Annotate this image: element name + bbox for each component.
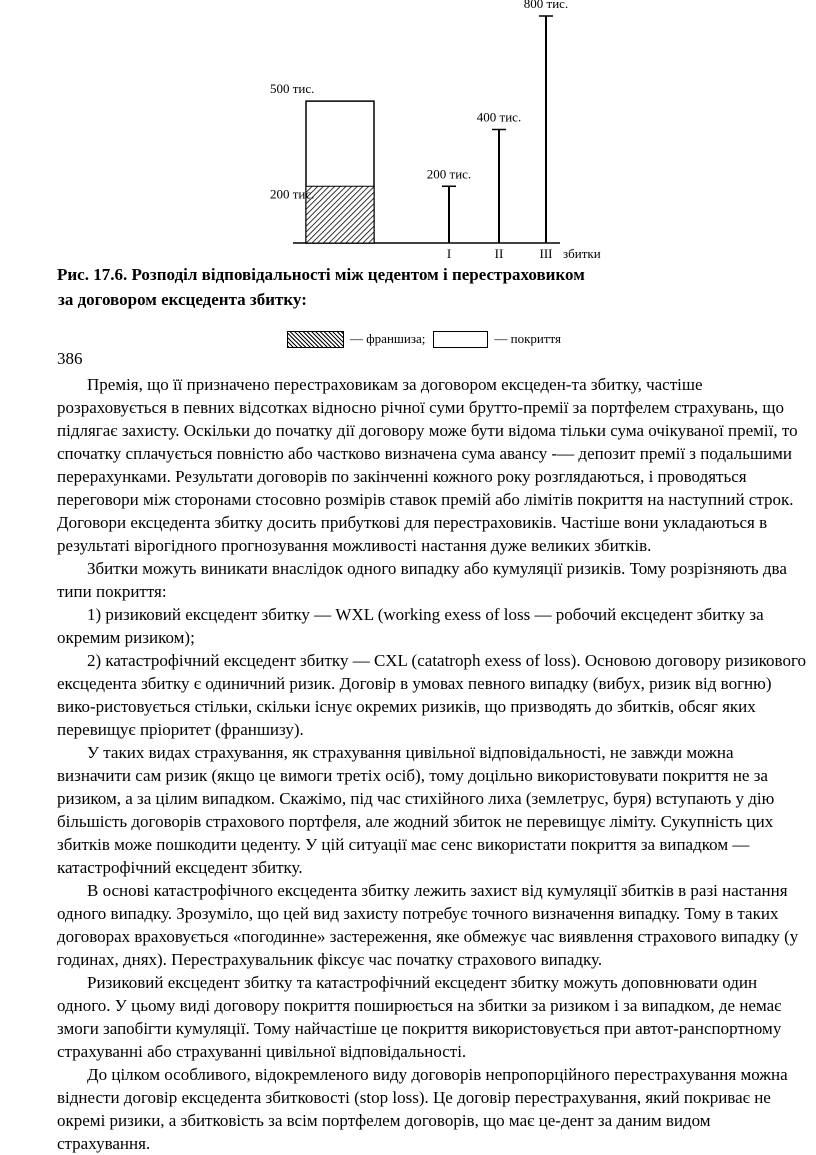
- legend-coverage-label: — покриття: [494, 331, 562, 346]
- paragraph-3: 1) ризиковий ексцедент збитку — WXL (working exess of loss — робочий ексцедент збитку за окремим ризиком);: [57, 605, 764, 647]
- claim-tick-label-III: III: [539, 246, 553, 261]
- paragraph-7: Ризиковий ексцедент збитку та катастрофічний ексцедент збитку можуть доповнювати один одного. У цьому виді договору покриття поширюється на збитки за ризиком і за випадком, де немає змоги запобігти кумуляції. Тому найчастіше це покриття використовується при автот-ранспортному страхуванні або страхуванні цивільної відповідальності.: [57, 973, 782, 1061]
- coverage-value-label: 500 тис.: [270, 81, 315, 97]
- figure-caption: [57, 262, 697, 312]
- franchise-bar: [306, 186, 374, 243]
- franchise-swatch: [287, 331, 344, 348]
- caption-line-2: за договором ексцедента збитку:: [58, 290, 307, 309]
- claims-group: [427, 0, 568, 261]
- excess-of-loss-chart: [0, 0, 816, 262]
- claim-value-label-III: 800 тис.: [523, 0, 569, 11]
- paragraph-1: Премія, що її призначено перестраховикам за договором ексцеден-та збитку, частіше розраховується в певних відсотках відносно річної суми брутто-премії за портфелем страхувань, що підлягає захисту. Оскільки до початку дії договору може бути відома тільки сума очікуваної премії, то спочатку сплачується повністю або частково визначена сума авансу -— депозит премії з подальшими перерахунками. Результати договорів по закінченні кожного року розглядаються, і проводяться переговори між сторонами стосовно розмірів ставок премій або лімітів покриття на наступний строк. Договори ексцедента збитку досить прибуткові для перестраховиків. Частіше вони укладаються в результаті вірогідного прогнозування можливості настання дуже великих збитків.: [57, 375, 798, 555]
- claim-value-label-II: 400 тис.: [476, 109, 522, 125]
- page-number: 386: [57, 349, 83, 368]
- claim-value-label-I: 200 тис.: [426, 166, 472, 182]
- paragraph-8: До цілком особливого, відокремленого виду договорів непропорційного перестрахування можна віднести договір ексцедента збитковості (stop loss). Це договір перестрахування, який покриває не окремі ризики, а збитковість за всім портфелем договорів, що має це-дент за даним видом страхування.: [57, 1065, 788, 1153]
- paragraph-4: 2) катастрофічний ексцедент збитку — CXL (catatroph exess of loss). Основою договору ризикового ексцедента збитку є одиничний ризик. Договір в умовах певного випадку (вибух, ризик від вогню) вико-ристовується стільки, скільки існує окремих ризиків, що призводять до збитків, обсяг яких перевищує пріоритет (франшизу).: [57, 651, 806, 739]
- franchise-value-label: 200 тис.: [270, 186, 315, 202]
- claim-tick-label-I: I: [446, 246, 452, 261]
- claim-tick-label-II: II: [494, 246, 504, 261]
- x-axis-label: збитки: [563, 246, 601, 261]
- legend-franchise-label: — франшиза;: [350, 331, 426, 346]
- legend: [287, 329, 569, 349]
- caption-line-1: Рис. 17.6. Розподіл відповідальності між цедентом і перестраховиком: [57, 265, 585, 284]
- coverage-swatch: [433, 331, 488, 348]
- paragraph-5: У таких видах страхування, як страхування цивільної відповідальності, не завжди можна визначити сам ризик (якщо це вимоги третіх осіб), тому доцільно використовувати покриття не за ризиком, а за цілим випадком. Скажімо, під час стихійного лиха (землетрус, буря) вступають у дію більшість договорів страхового портфеля, але жодний збиток не перевищує ліміту. Сукупність цих збитків може пошкодити цеденту. У цій ситуації має сенс використати покриття за випадком — катастрофічний ексцедент збитку.: [57, 743, 775, 877]
- paragraph-2: Збитки можуть виникати внаслідок одного випадку або кумуляції ризиків. Тому розрізняють два типи покриття:: [57, 559, 787, 601]
- body-text: [57, 373, 807, 1155]
- paragraph-6: В основі катастрофічного ексцедента збитку лежить захист від кумуляції збитків в разі настання одного випадку. Зрозуміло, що цей вид захисту потребує точного визначення випадку. Тому в таких договорах враховується «погодинне» застереження, яке обмежує час виявлення страхового випадку (у годинах, днях). Перестрахувальник фіксує час початку страхового випадку.: [57, 881, 799, 969]
